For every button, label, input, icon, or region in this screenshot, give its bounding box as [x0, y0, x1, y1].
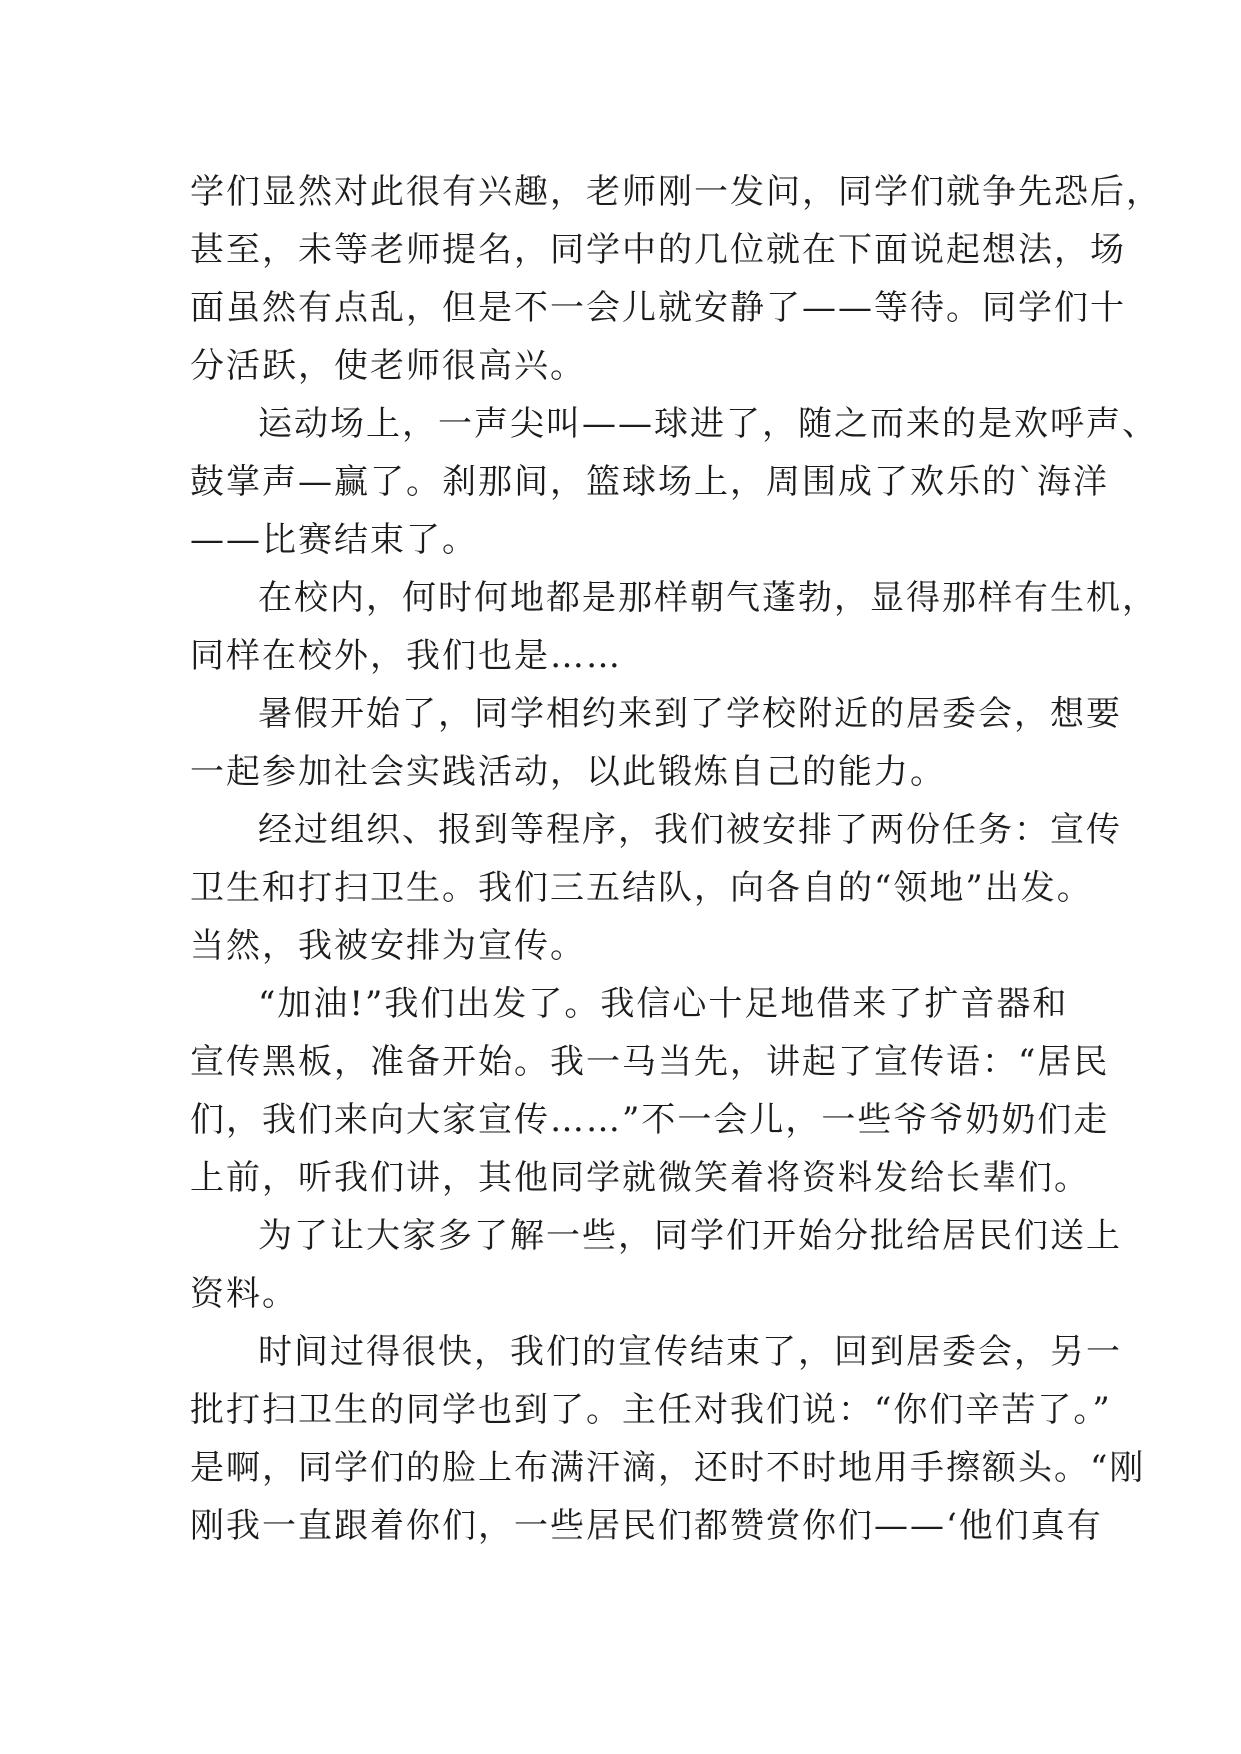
paragraph-first-line: 暑假开始了，同学相约来到了学校附近的居委会，想要 [258, 694, 1122, 734]
text-line: 卫生和打扫卫生。我们三五结队，向各自的“领地”出发。 [190, 868, 1093, 908]
text-line: 学们显然对此很有兴趣，老师刚一发问，同学们就争先恐后， [190, 172, 1162, 212]
paragraph-first-line: “加油!”我们出发了。我信心十足地借来了扩音器和 [258, 984, 1069, 1024]
text-line: 一起参加社会实践活动，以此锻炼自己的能力。 [190, 752, 946, 792]
text-line: 刚我一直跟着你们，一些居民们都赞赏你们——‘他们真有 [190, 1506, 1103, 1546]
paragraph-first-line: 经过组织、报到等程序，我们被安排了两份任务：宣传 [258, 810, 1122, 850]
text-line: 资料。 [190, 1274, 298, 1314]
paragraph-first-line: 为了让大家多了解一些，同学们开始分批给居民们送上 [258, 1216, 1122, 1256]
text-line: 甚至，未等老师提名，同学中的几位就在下面说起想法，场 [190, 230, 1126, 270]
text-line: 们，我们来向大家宣传……”不一会儿，一些爷爷奶奶们走 [190, 1100, 1110, 1140]
document-body [190, 163, 1162, 1555]
paragraph-first-line: 时间过得很快，我们的宣传结束了，回到居委会，另一 [258, 1332, 1122, 1372]
text-line: 同样在校外，我们也是…… [190, 636, 622, 676]
text-line: ——比赛结束了。 [190, 520, 478, 560]
text-line: 面虽然有点乱，但是不一会儿就安静了——等待。同学们十 [190, 288, 1126, 328]
text-line: 批打扫卫生的同学也到了。主任对我们说：“你们辛苦了。” [190, 1390, 1112, 1430]
text-line: 是啊，同学们的脸上布满汗滴，还时不时地用手擦额头。“刚 [190, 1448, 1146, 1488]
paragraph-first-line: 在校内，何时何地都是那样朝气蓬勃，显得那样有生机， [258, 578, 1158, 618]
text-line: 宣传黑板，准备开始。我一马当先，讲起了宣传语：“居民 [190, 1042, 1110, 1082]
text-line: 上前，听我们讲，其他同学就微笑着将资料发给长辈们。 [190, 1158, 1090, 1198]
text-line: 鼓掌声—赢了。刹那间，篮球场上，周围成了欢乐的`海洋 [190, 462, 1109, 502]
text-line: 当然，我被安排为宣传。 [190, 926, 586, 966]
paragraph-first-line: 运动场上，一声尖叫——球进了，随之而来的是欢呼声、 [258, 404, 1158, 444]
text-line: 分活跃，使老师很高兴。 [190, 346, 586, 386]
